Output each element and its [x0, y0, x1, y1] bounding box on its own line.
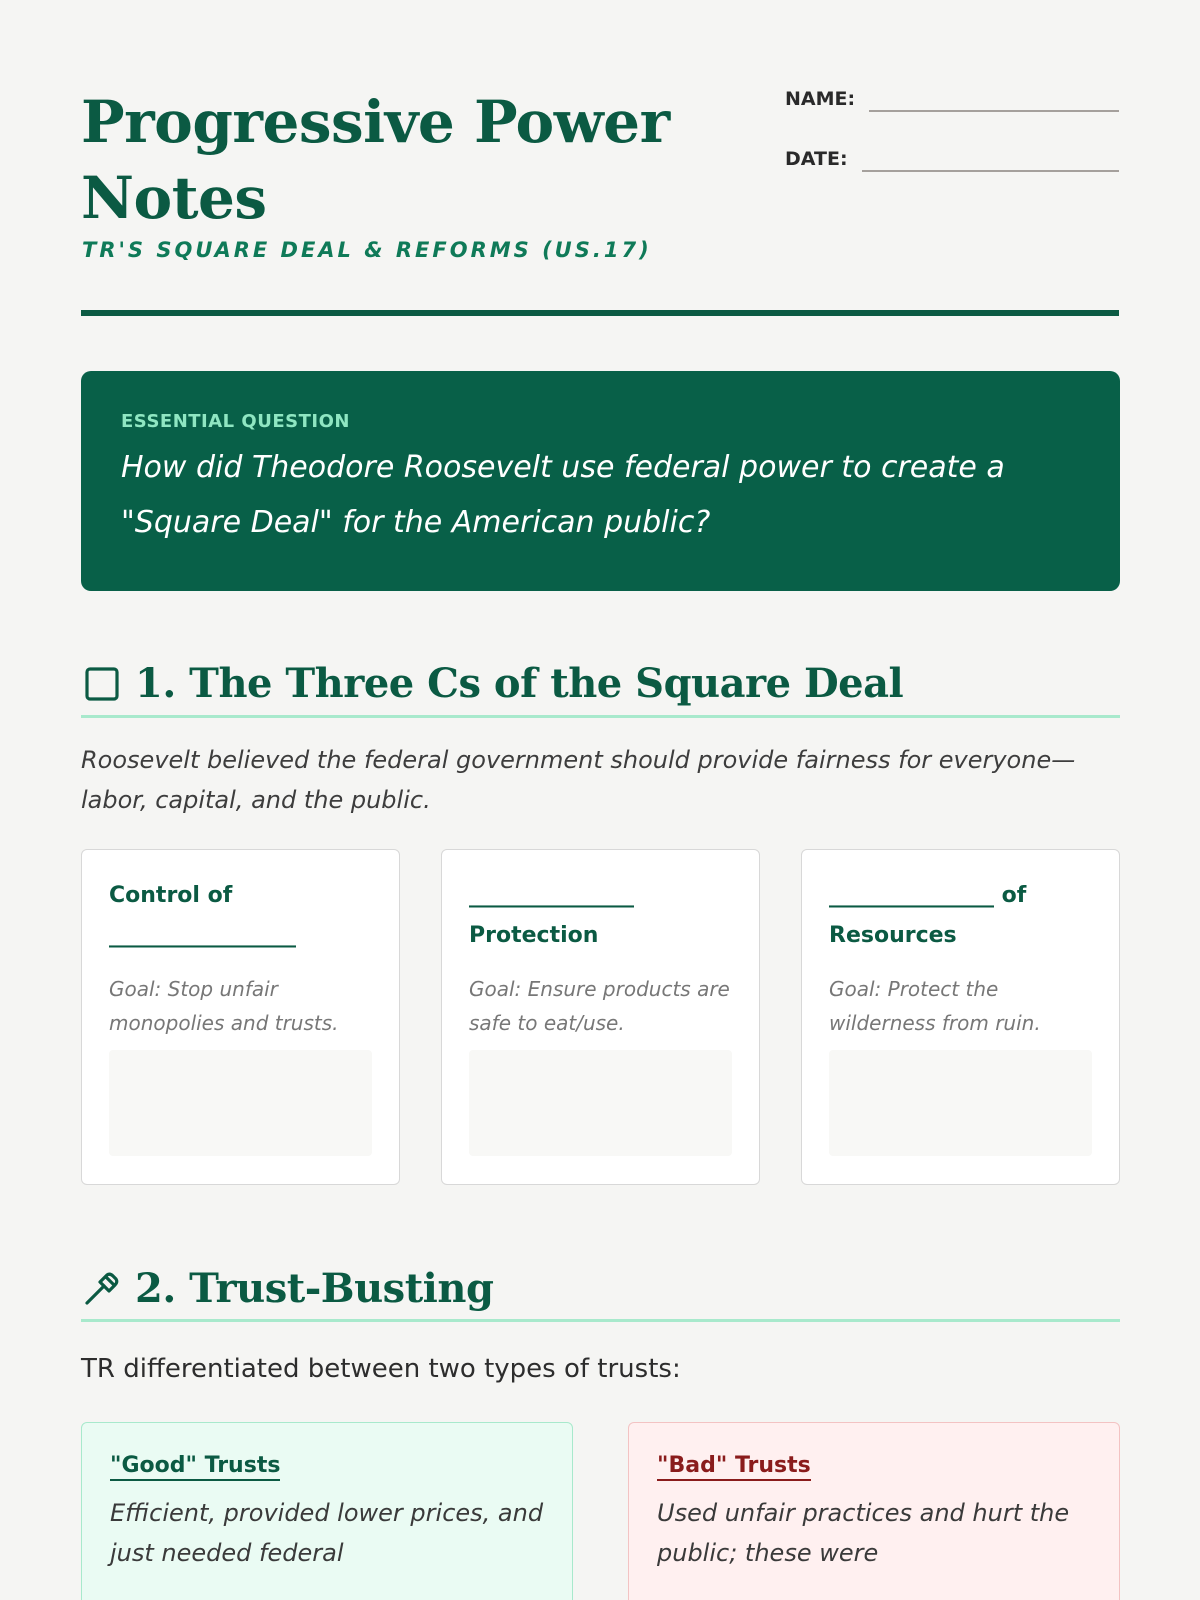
card-title: _______________ of Resources [829, 883, 1027, 948]
worksheet-header [81, 0, 1119, 318]
name-field [785, 80, 1119, 114]
good-trusts-title: "Good" Trusts [110, 1453, 280, 1481]
section-2-lead: TR differentiated between two types of trusts: [81, 1354, 681, 1384]
essential-question-box [81, 371, 1120, 591]
section-2-heading [81, 1258, 1120, 1322]
page-subtitle: TR'S SQUARE DEAL & REFORMS (US.17) [82, 238, 652, 262]
section-2-title: 2. Trust-Busting [135, 1265, 494, 1312]
section-1-intro: Roosevelt believed the federal government should provide fairness for everyone—labor, capital, and the public. [81, 746, 1076, 814]
checkbox-icon [81, 663, 123, 705]
section-1-heading [81, 652, 1120, 718]
essential-question-text: How did Theodore Roosevelt use federal power to create a "Square Deal" for the American public? [121, 450, 1005, 540]
date-line[interactable] [862, 170, 1119, 172]
card-protection [441, 849, 760, 1185]
card-answer-box[interactable] [109, 1050, 372, 1156]
header-divider [81, 310, 1119, 316]
bad-trusts-box [628, 1422, 1120, 1600]
date-field [785, 140, 1119, 174]
card-title: Control of _________________ [109, 883, 296, 948]
page-title: Progressive Power Notes [81, 88, 670, 232]
essential-question-label: ESSENTIAL QUESTION [121, 411, 350, 432]
name-label: NAME: [785, 88, 856, 110]
name-line[interactable] [869, 110, 1119, 112]
good-trusts-text: Efficient, provided lower prices, and just needed federal [110, 1499, 544, 1567]
card-goal: Goal: Ensure products are safe to eat/use. [469, 977, 730, 1035]
card-answer-box[interactable] [829, 1050, 1092, 1156]
card-goal: Goal: Protect the wilderness from ruin. [829, 977, 1041, 1035]
good-trusts-box [81, 1422, 573, 1600]
card-control [81, 849, 400, 1185]
trust-types [81, 1422, 1120, 1600]
bad-trusts-title: "Bad" Trusts [657, 1453, 811, 1481]
hammer-icon [81, 1268, 123, 1310]
date-label: DATE: [785, 148, 848, 170]
card-goal: Goal: Stop unfair monopolies and trusts. [109, 977, 339, 1035]
student-info-fields [785, 80, 1119, 200]
section-1-title: 1. The Three Cs of the Square Deal [135, 660, 904, 707]
card-answer-box[interactable] [469, 1050, 732, 1156]
card-title: _______________ Protection [469, 883, 634, 948]
three-cs-cards [81, 849, 1120, 1185]
bad-trusts-text: Used unfair practices and hurt the public; these were [657, 1499, 1070, 1567]
card-resources [801, 849, 1120, 1185]
